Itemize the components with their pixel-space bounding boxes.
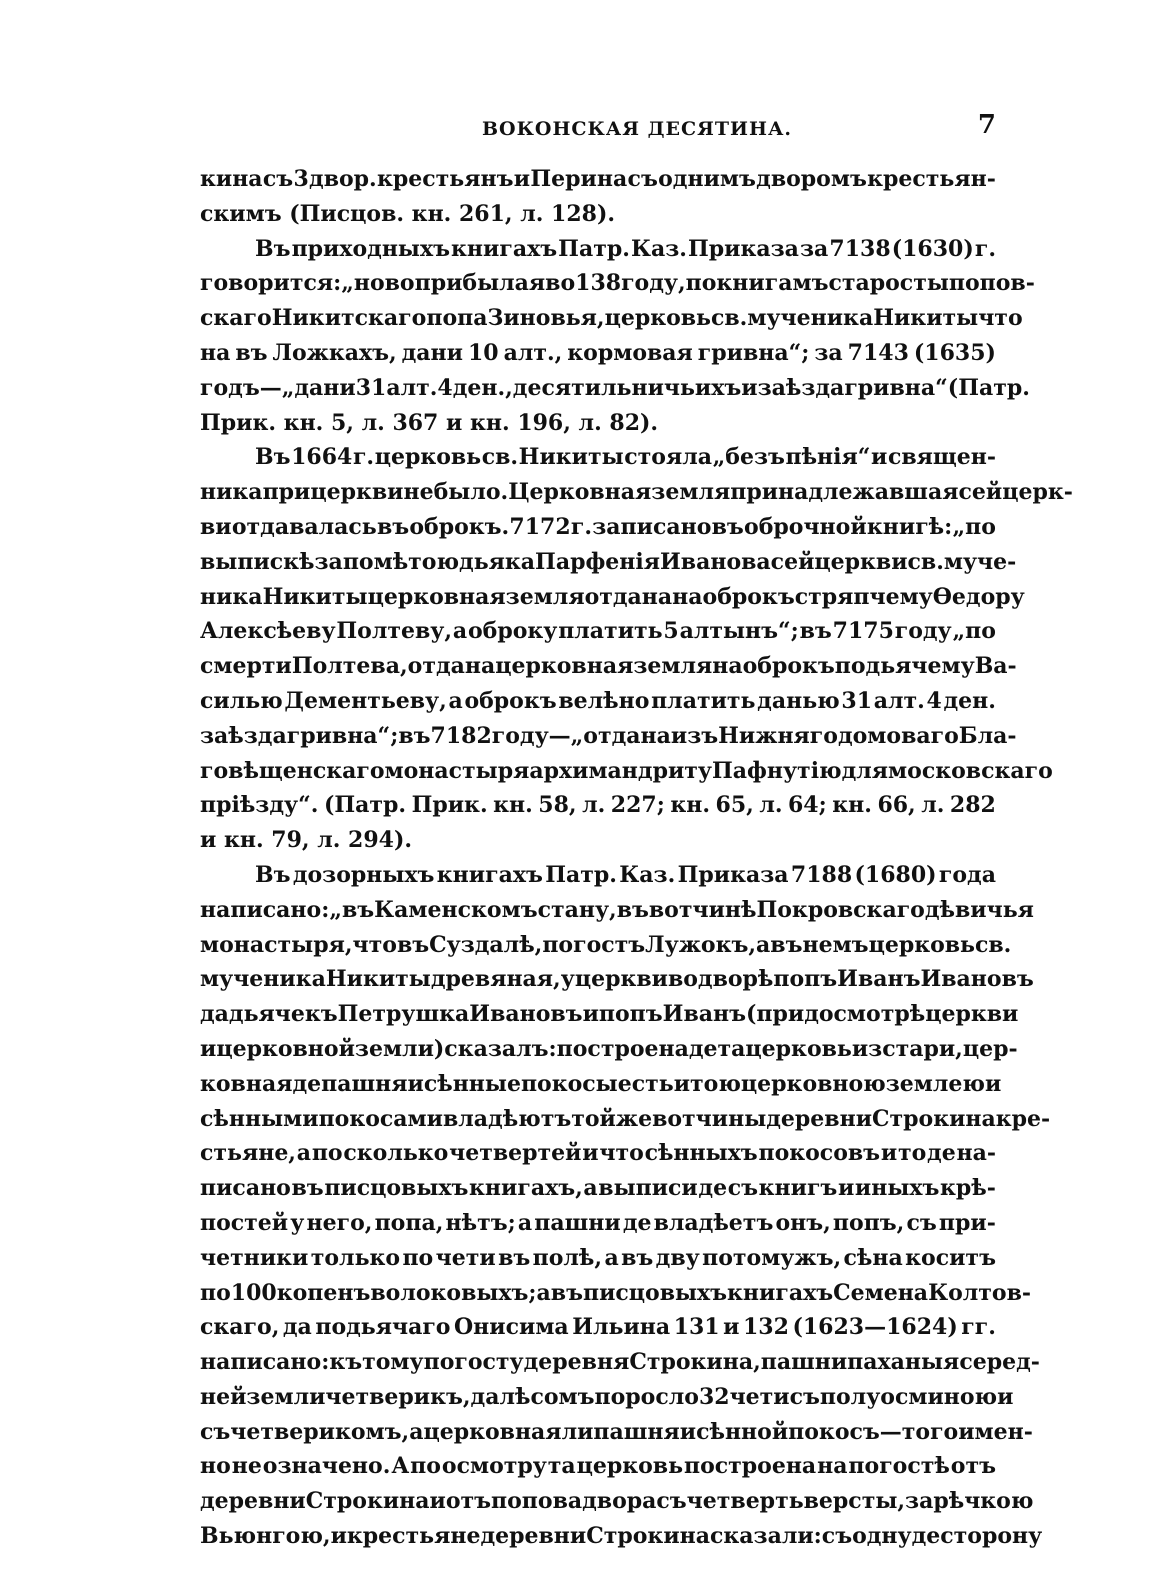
text-line: сѣнными покосами владѣютъ той же вотчины деревни Строкина кре- <box>200 1105 1051 1132</box>
text-line: ника при церкви не было. Церковная земля принадлежавшая сей церк- <box>200 479 1073 506</box>
text-line: писано въ писцовыхъ книгахъ, а выписи де съ книгъ и иныхъ крѣ- <box>200 1175 996 1202</box>
text-line: четники только по чети въ полѣ, а въ дву потомужъ, сѣна коситъ <box>200 1244 996 1271</box>
text-line: Въ 1664 г. церковь св. Никиты стояла „безъ пѣнія“ и священ- <box>255 444 996 471</box>
text-line: и церковной земли) сказалъ: построена де та церковь изстари, цер- <box>200 1035 1018 1062</box>
text-line: деревни Строкина и отъ попова двора съ четверть версты, за рѣчкою <box>200 1488 1034 1515</box>
text-line: кина съ 3 двор. крестьянъ и Перина съ однимъ дворомъ крестьян- <box>200 166 996 192</box>
text-line: мученика Никиты древяная, у церкви во дворѣ попъ Иванъ Ивановъ <box>200 966 1034 993</box>
body-text <box>200 162 1073 1554</box>
text-line: и кн. 79, л. 294). <box>200 827 413 854</box>
text-line: монастыря, что въ Суздалѣ, погостъ Лужокъ, а въ немъ церковь св. <box>200 931 1012 958</box>
text-line: смерти Полтева, отдана церковная земля на оброкъ подьячему Ва- <box>200 653 1017 680</box>
running-title: ВОКОНСКАЯ ДЕСЯТИНА. <box>482 118 793 140</box>
text-line: Въ дозорныхъ книгахъ Патр. Каз. Приказа 7188 (1680) года <box>255 861 996 888</box>
text-line: пріѣзду“. (Патр. Прик. кн. 58, л. 227; кн. 65, л. 64; кн. 66, л. 282 <box>200 792 996 819</box>
text-line: Вьюнгою, и крестьяне деревни Строкина сказали: съ одну де сторону <box>200 1523 1043 1550</box>
text-line: ника Никиты церковная земля отдана на оброкъ стряпчему Ѳедору <box>200 583 1025 610</box>
text-line: скаго, да подьячаго Онисима Ильина 131 и 132 (1623—1624) гг. <box>200 1314 996 1341</box>
text-line: написано: „въ Каменскомъ стану, въ вотчинѣ Покровскаго дѣвичья <box>200 896 1034 923</box>
text-line: силью Дементьеву, а оброкъ велѣно платить данью 31 алт. 4 ден. <box>200 687 996 714</box>
text-line: ней земли четверикъ, да лѣсомъ поросло 32 чети съ полуосминою и <box>200 1383 1014 1410</box>
text-line: постей у него, попа, нѣтъ; а пашни де владѣетъ онъ, попъ, съ при- <box>200 1209 996 1236</box>
text-line: по 100 копенъ волоковыхъ; а въ писцовыхъ книгахъ Семена Колтов- <box>200 1279 1031 1306</box>
text-line: говорится: „новоприбылая во 138 году, по книгамъ старосты попов- <box>200 270 1035 297</box>
text-line: скаго Никитскаго попа Зиновья, церковь св. мученика Никиты что <box>200 305 1023 332</box>
text-line: скимъ (Писцов. кн. 261, л. 128). <box>200 200 616 227</box>
text-line: на въ Ложкахъ, дани 10 алт., кормовая гривна“; за 7143 (1635) <box>200 339 996 366</box>
text-line: выпискѣ за помѣтою дьяка Парфенія Иванова сей церкви св. муче- <box>200 548 1017 575</box>
text-line: говѣщенскаго монастыря архимандриту Пафнутію для московскаго <box>200 757 1053 784</box>
text-line: съ четверикомъ, а церковная ли пашня и сѣнной покосъ—того имен- <box>200 1418 1033 1445</box>
text-line: ковная де пашня и сѣнные покосы есть и тою церковною землею и <box>200 1070 1002 1097</box>
text-line: Въ приходныхъ книгахъ Патр. Каз. Приказа за 7138 (1630) г. <box>255 235 996 262</box>
text-line: заѣзда гривна“; въ 7182 году—„отдана изъ Нижняго домоваго Бла- <box>200 722 1017 749</box>
text-line: Прик. кн. 5, л. 367 и кн. 196, л. 82). <box>200 409 659 436</box>
running-header <box>200 110 996 150</box>
text-line: ви отдавалась въ оброкъ. 7172 г. записано въ оброчной книгѣ: „по <box>200 513 996 540</box>
page-number: 7 <box>977 110 996 140</box>
text-line: да дьячекъ Петрушка Ивановъ и попъ Иванъ (при досмотрѣ церкви <box>200 1001 1019 1028</box>
text-line: годъ—„дани 31 алт. 4 ден., десятильничьихъ и заѣзда гривна“ (Патр. <box>200 374 1030 401</box>
text-line: Алексѣеву Полтеву, а оброку платить 5 алтынъ“; въ 7175 году „по <box>200 618 996 645</box>
text-line: стьяне, а по сколько четвертей и что сѣнныхъ покосовъ и то де на- <box>200 1140 996 1167</box>
text-line: но не означено. А по осмотру та церковь построена на погостѣ отъ <box>200 1453 996 1480</box>
text-line: написано: къ тому погосту деревня Строкина, пашни паханыя серед- <box>200 1349 1040 1376</box>
